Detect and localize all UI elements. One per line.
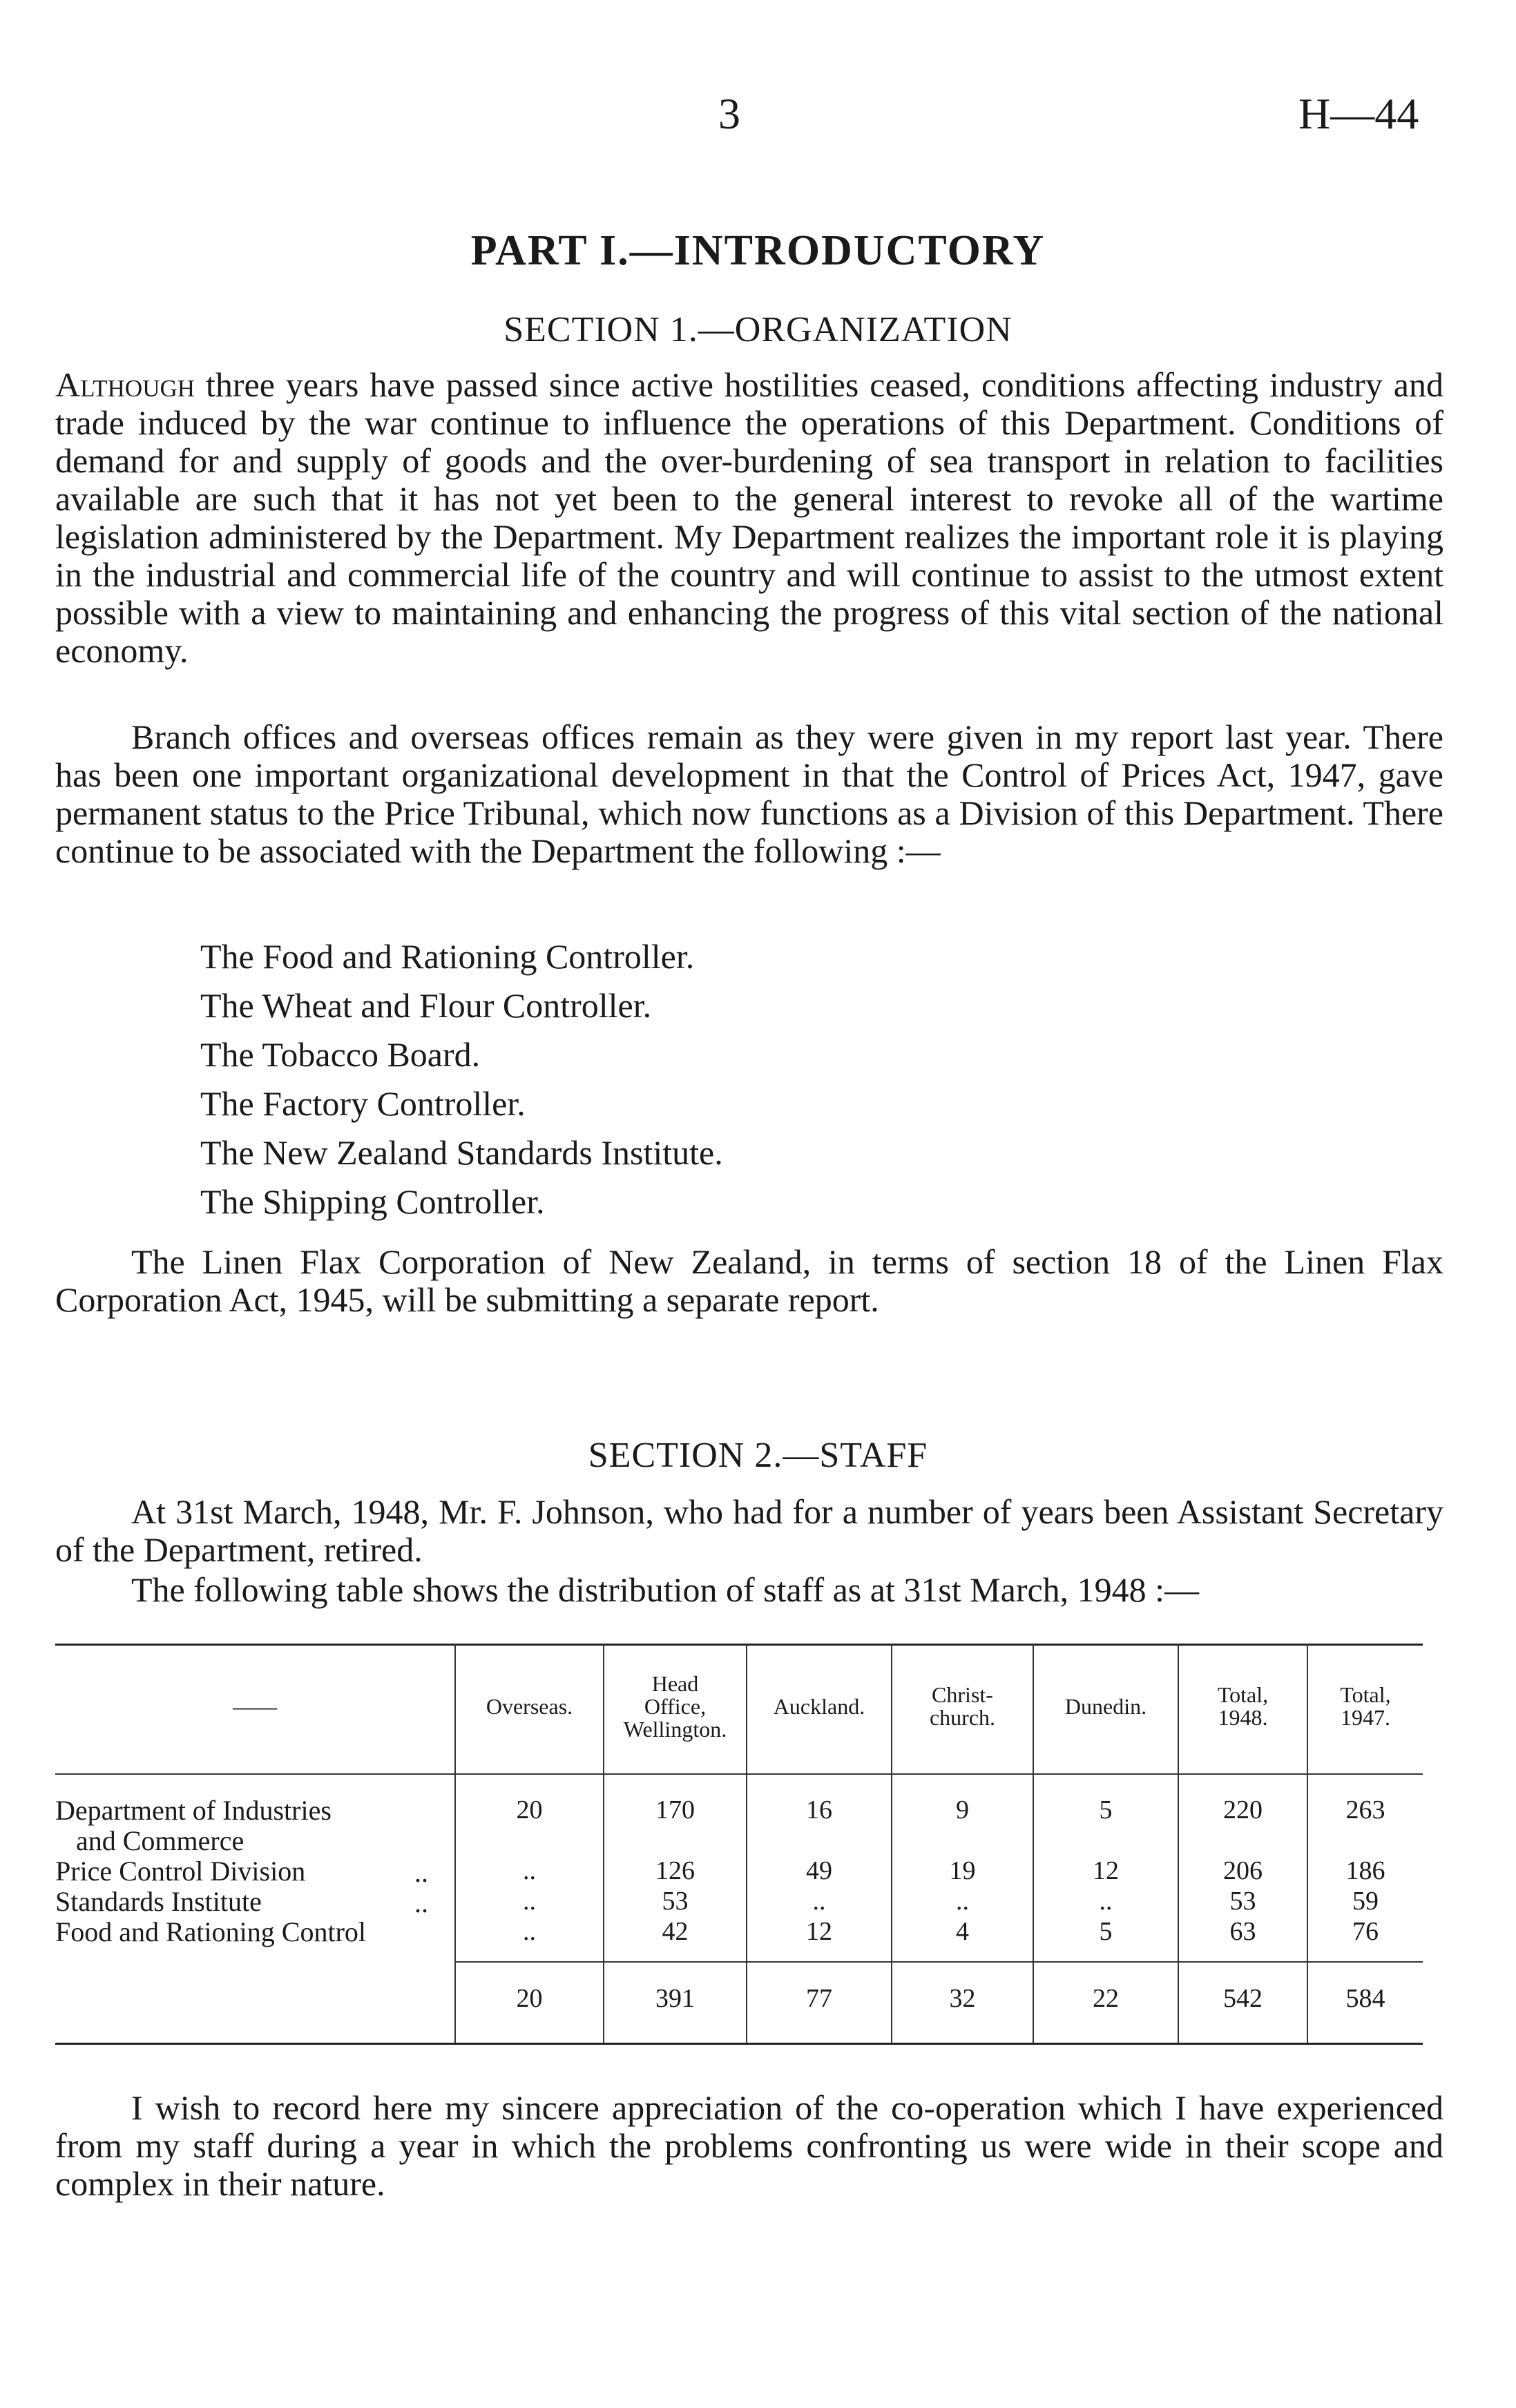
list-item: The Shipping Controller. (200, 1182, 545, 1221)
header-total-1947: Total, 1947. (1340, 1682, 1391, 1730)
table-cell: .. (956, 1887, 969, 1916)
table-cell: 20 (516, 1795, 543, 1824)
table-cell: 9 (956, 1795, 969, 1824)
paragraph-body: I wish to record here my sincere appreciation of the co-operation which I have experienced from my staff during a year in which the problems confronting us were wide in their scope and complex in their nature. (55, 2088, 1443, 2203)
leader-dots: .. (414, 1857, 428, 1888)
header-head-office: Head Office, Wellington. (623, 1671, 727, 1742)
part-title: PART I.—INTRODUCTORY (470, 227, 1046, 274)
row-label-industries: Department of Industries (55, 1795, 332, 1826)
list-item: The Factory Controller. (200, 1084, 526, 1123)
total-cell: 22 (1093, 1984, 1119, 2013)
table-total-rule (456, 1961, 1423, 1963)
table-cell: 263 (1345, 1795, 1385, 1824)
header-overseas: Overseas. (486, 1694, 573, 1719)
table-cell: 53 (1229, 1887, 1256, 1916)
header-auckland: Auckland. (773, 1694, 865, 1719)
table-cell: 170 (655, 1795, 695, 1824)
table-cell: 59 (1352, 1887, 1379, 1916)
table-cell: 53 (662, 1887, 689, 1916)
table-bottom-rule (55, 2043, 1423, 2045)
organization-paragraph-2 (55, 718, 1443, 870)
organization-paragraph-3 (55, 1243, 1443, 1319)
list-item: The Tobacco Board. (200, 1035, 481, 1074)
section-2-title: SECTION 2.—STAFF (588, 1436, 928, 1475)
table-cell: 16 (806, 1795, 832, 1824)
total-cell: 584 (1345, 1984, 1385, 2013)
paragraph-body: The Linen Flax Corporation of New Zealand, in terms of section 18 of the Linen Flax Corporation Act, 1945, will be submitting a separate report. (55, 1242, 1443, 1319)
total-cell: 32 (949, 1984, 976, 2013)
row-label-industries-cont: and Commerce (76, 1825, 244, 1856)
table-cell: 4 (956, 1917, 969, 1946)
table-cell: 126 (655, 1856, 695, 1885)
staff-paragraph-2 (55, 1571, 1443, 1609)
table-cell: 12 (1093, 1856, 1119, 1885)
table-cell: 12 (806, 1917, 832, 1946)
section-1-title: SECTION 1.—ORGANIZATION (503, 310, 1013, 349)
paragraph-body: Branch offices and overseas offices remain as they were given in my report last year. There has been one important organizational development in that the Control of Prices Act, 1947, gave permanent status to the Price Tribunal, which now functions as a Division of this Department. There continue to be associated with the Department the following :— (55, 717, 1443, 870)
paragraph-lead-word: Although (55, 365, 195, 404)
list-item: The Wheat and Flour Controller. (200, 986, 652, 1025)
row-label-price-control: Price Control Division (55, 1856, 306, 1887)
table-cell: .. (1099, 1887, 1113, 1916)
table-cell: 206 (1223, 1856, 1263, 1885)
list-item: The Food and Rationing Controller. (200, 937, 695, 976)
total-cell: 20 (516, 1984, 543, 2013)
leader-dots: .. (414, 1887, 428, 1918)
header-total-1948: Total, 1948. (1217, 1682, 1269, 1730)
list-item: The New Zealand Standards Institute. (200, 1133, 723, 1172)
table-cell: 5 (1099, 1917, 1113, 1946)
staff-distribution-table (55, 1644, 1423, 2044)
table-cell: .. (523, 1887, 536, 1916)
table-cell: .. (812, 1887, 826, 1916)
staff-paragraph-1 (55, 1493, 1443, 1569)
row-label-food-rationing: Food and Rationing Control (55, 1916, 366, 1947)
table-cell: 42 (662, 1917, 689, 1946)
page-number: 3 (718, 89, 740, 138)
header-dunedin: Dunedin. (1064, 1694, 1147, 1719)
staff-paragraph-3 (55, 2089, 1443, 2203)
row-label-standards: Standards Institute (55, 1886, 262, 1917)
associated-bodies-list (200, 932, 723, 1226)
total-cell: 542 (1223, 1984, 1263, 2013)
table-cell: 76 (1352, 1917, 1379, 1946)
table-cell: .. (523, 1917, 536, 1946)
header-label: —— (233, 1694, 277, 1719)
total-cell: 77 (806, 1984, 832, 2013)
table-cell: 186 (1345, 1856, 1385, 1885)
header-christchurch: Christ- church. (929, 1682, 996, 1730)
table-cell: 63 (1229, 1917, 1256, 1946)
organization-paragraph-1 (55, 366, 1443, 670)
table-top-rule (55, 1644, 1423, 1646)
document-reference: H—44 (1298, 89, 1419, 138)
table-header-rule (55, 1773, 1423, 1775)
table-cell: 49 (806, 1856, 832, 1885)
table-cell: .. (523, 1856, 536, 1885)
paragraph-body: The following table shows the distribution of staff as at 31st March, 1948 :— (131, 1570, 1200, 1609)
paragraph-body: three years have passed since active hostilities ceased, conditions affecting industry and trade induced by the war continue to influence the operations of this Department. Conditions of demand for and supply of goods and the over-burdening of sea transport in relation to facilities available are such that it has not yet been to the general interest to revoke all of the wartime legislation administered by the Department. My Department realizes the important role it is playing in the industrial and commercial life of the country and will continue to assist to the utmost extent possible with a view to maintaining and enhancing the progress of this vital section of the national economy. (55, 365, 1443, 670)
table-cell: 5 (1099, 1795, 1113, 1824)
total-cell: 391 (655, 1984, 695, 2013)
table-cell: 19 (949, 1856, 976, 1885)
table-cell: 220 (1223, 1795, 1263, 1824)
paragraph-body: At 31st March, 1948, Mr. F. Johnson, who had for a number of years been Assistant Secretary of the Department, retired. (55, 1492, 1443, 1569)
